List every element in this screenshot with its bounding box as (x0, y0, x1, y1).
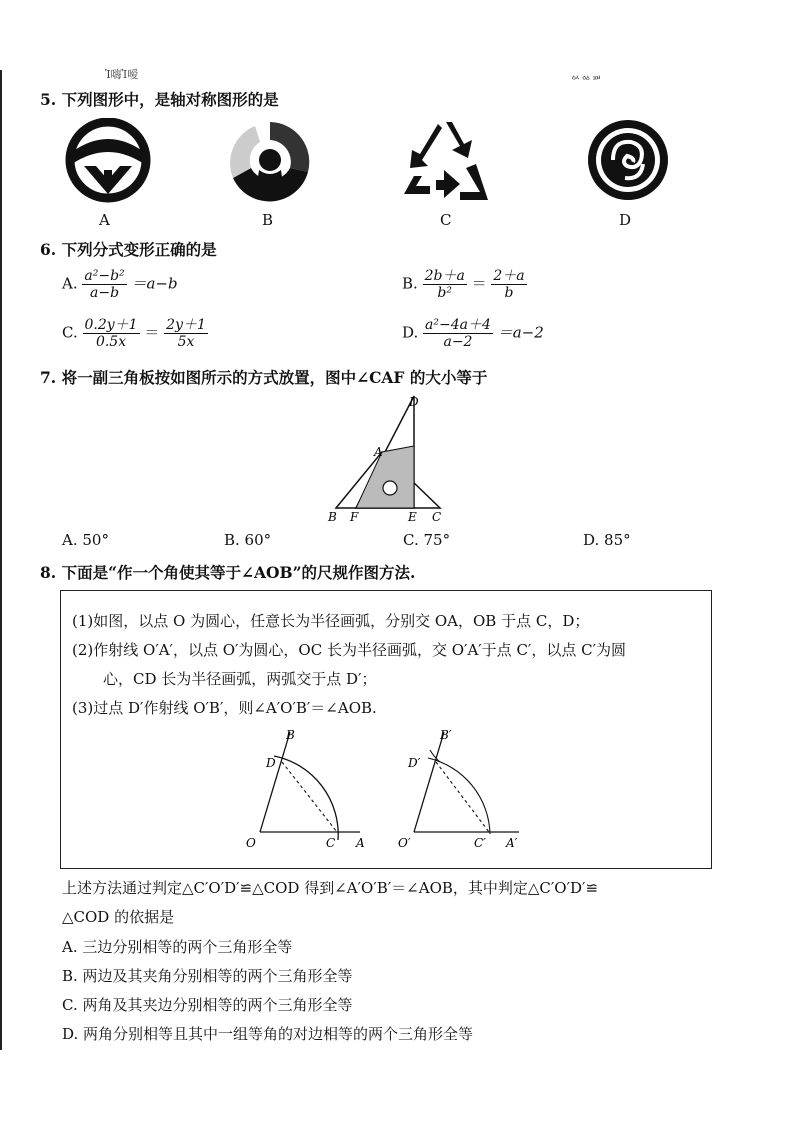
q6-option-c: C. $\frac{0.2y+1}{0.5x}$ ＝ $\frac{2y+1}{5x}$ (62, 317, 206, 351)
q8-fig1-label-a: A (356, 836, 365, 850)
q8-option-c: C. 两角及其夹边分别相等的两个三角形全等 (62, 996, 353, 1014)
q5-figure-c-recycle-icon (400, 118, 492, 208)
q8-fig2-label-o: O′ (398, 836, 411, 850)
q8-step-2a: (2)作射线 O′A′，以点 O′为圆心，OC 长为半径画弧，交 O′A′于点 C′，以点 C′为圆 (72, 641, 626, 659)
q5-label-c: C (440, 211, 452, 229)
q6-stem: 6. 下列分式变形正确的是 (40, 240, 217, 259)
q6-option-a: A. $\frac{\text{a²−b²}}{a-b}$ ＝a−b (62, 268, 178, 302)
q7-option-a: A. 50° (62, 531, 109, 549)
q8-fig2-label-c: C′ (474, 836, 486, 850)
q8-option-d: D. 两角分别相等且其中一组等角的对边相等的两个三角形全等 (62, 1025, 474, 1043)
q6-d-fraction: $\frac{\text{a²−4a＋4}}{a-2}$ (425, 317, 491, 351)
q8-stem: 8. 下面是“作一个角使其等于∠AOB”的尺规作图方法. (40, 563, 416, 582)
q8-construction-box (60, 590, 712, 869)
q7-point-c: C (432, 510, 442, 524)
q7-point-e: E (408, 510, 417, 524)
q7-option-b: B. 60° (224, 531, 272, 549)
q6-option-b: B. $\frac{2b+a}{\text{b²}}$ ＝ $\frac{2+a}{b}$ (402, 268, 525, 302)
q8-fig2-label-b: B′ (440, 728, 452, 742)
q5-stem: 5. 下列图形中，是轴对称图形的是 (40, 90, 279, 109)
q8-fig1-label-o: O (246, 836, 256, 850)
q8-step-2b: 心，CD 长为半径画弧，两弧交于点 D′； (103, 670, 377, 688)
q8-fig2-label-d: D′ (408, 756, 421, 770)
q8-figure-original-angle (240, 722, 380, 852)
left-margin-rule (0, 70, 2, 1050)
q6-option-d: D. $\frac{\text{a²−4a＋4}}{a-2}$ ＝a−2 (402, 317, 544, 351)
q5-label-d: D (619, 211, 632, 229)
q8-conclusion-line1: 上述方法通过判定△C′O′D′≌△COD 得到∠A′O′B′＝∠AOB，其中判定△C′O′D′≌ (62, 879, 599, 897)
q7-point-f: F (350, 510, 359, 524)
q7-option-c: C. 75° (403, 531, 451, 549)
q8-option-a: A. 三边分别相等的两个三角形全等 (62, 938, 293, 956)
q8-fig1-label-d: D (266, 756, 276, 770)
header-right: ᇱᇲᇳ (570, 68, 602, 81)
q6-c-fraction-right: $\frac{2y+1}{5x}$ (166, 317, 206, 351)
q7-point-d: D (409, 395, 419, 409)
q8-fig1-label-c: C (326, 836, 336, 850)
q7-triangle-figure (320, 390, 460, 526)
q5-label-b: B (262, 211, 274, 229)
q5-label-a: A (99, 211, 110, 229)
q6-b-fraction-right: $\frac{2+a}{b}$ (493, 268, 525, 302)
q6-b-fraction-left: $\frac{2b+a}{\text{b²}}$ (424, 268, 465, 302)
q5-figure-b-icon (225, 118, 315, 208)
q8-option-b: B. 两边及其夹角分别相等的两个三角形全等 (62, 967, 353, 985)
q7-point-b: B (328, 510, 337, 524)
q5-figure-d-spiral-icon (583, 118, 673, 208)
q7-point-a: A (374, 445, 383, 459)
header-left: Ἱ嗨Ἱ嗳 (105, 68, 139, 81)
q8-step-3: (3)过点 D′作射线 O′B′，则∠A′O′B′＝∠AOB. (72, 699, 377, 717)
q8-figure-copied-angle (394, 722, 534, 852)
q7-stem: 7. 将一副三角板按如图所示的方式放置，图中∠CAF 的大小等于 (40, 368, 488, 387)
q8-fig2-label-a: A′ (506, 836, 518, 850)
q7-option-d: D. 85° (583, 531, 631, 549)
q8-step-1: (1)如图，以点 O 为圆心，任意长为半径画弧，分别交 OA，OB 于点 C，D； (72, 612, 590, 630)
q5-figure-a-icon (58, 118, 158, 208)
q8-conclusion-line2: △COD 的依据是 (62, 908, 175, 926)
q6-a-fraction: $\frac{\text{a²−b²}}{a-b}$ (84, 268, 125, 302)
q8-fig1-label-b: B (286, 728, 295, 742)
q6-c-fraction-left: $\frac{0.2y+1}{0.5x}$ (84, 317, 138, 351)
